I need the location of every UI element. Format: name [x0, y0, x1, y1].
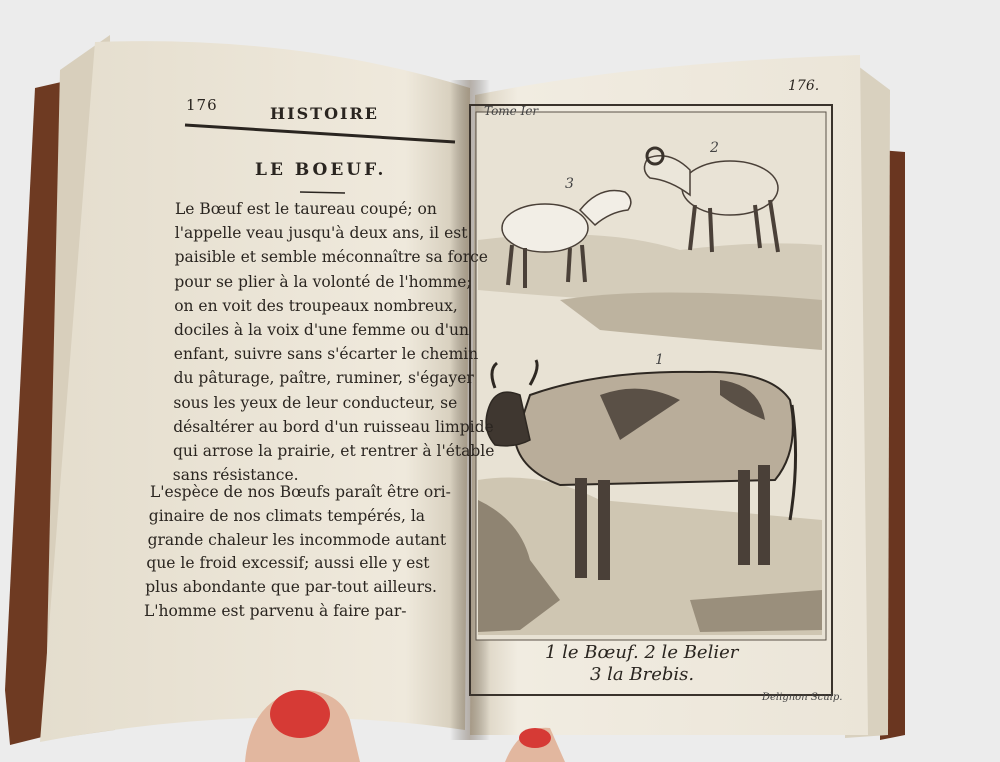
figure-label-2: 2 [710, 140, 719, 156]
text-line: qui arrose la prairie, et rentrer à l'étable [173, 442, 495, 460]
text-line: sous les yeux de leur conducteur, se [173, 393, 458, 412]
right-page-number: 176. [788, 78, 820, 94]
figure-label-1: 1 [655, 352, 664, 368]
text-line: grande chaleur les incommode autant [147, 530, 447, 549]
plate-caption-line-2: 3 la Brebis. [590, 664, 695, 685]
running-head: HISTOIRE [270, 104, 379, 123]
text-line: L'homme est parvenu à faire par- [144, 602, 407, 620]
text-line: dociles à la voix d'une femme ou d'un [174, 321, 469, 339]
text-line: paisible et semble méconnaître sa force [174, 248, 488, 267]
text-line: du pâturage, paître, ruminer, s'égayer [173, 369, 474, 388]
text-line: plus abondante que par-tout ailleurs. [145, 578, 437, 597]
text-line: l'appelle veau jusqu'à deux ans, il est [174, 224, 468, 243]
left-page-number: 176 [186, 96, 218, 114]
chapter-title: LE BOEUF. [255, 160, 387, 180]
text-line: Le Bœuf est le taureau coupé; on [175, 200, 437, 218]
text-line: enfant, suivre sans s'écarter le chemin [173, 345, 479, 364]
tome-label: Tome Ier [484, 104, 539, 118]
text-line: L'espèce de nos Bœufs paraît être ori- [150, 483, 451, 501]
text-line: sans résistance. [172, 466, 299, 485]
engraver-credit: Delignon Sculp. [762, 692, 843, 703]
text-line: ginaire de nos climats tempérés, la [148, 506, 426, 525]
text-line: désaltérer au bord d'un ruisseau limpide [173, 417, 494, 436]
figure-label-3: 3 [565, 176, 574, 192]
red-fingernail [270, 690, 330, 738]
plate-caption-line-1: 1 le Bœuf. 2 le Belier [545, 642, 739, 663]
text-line: que le froid excessif; aussi elle y est [146, 554, 430, 573]
left-page [40, 41, 470, 742]
text-line: pour se plier à la volonté de l'homme; [174, 272, 472, 291]
text-line: on en voit des troupeaux nombreux, [174, 296, 458, 315]
